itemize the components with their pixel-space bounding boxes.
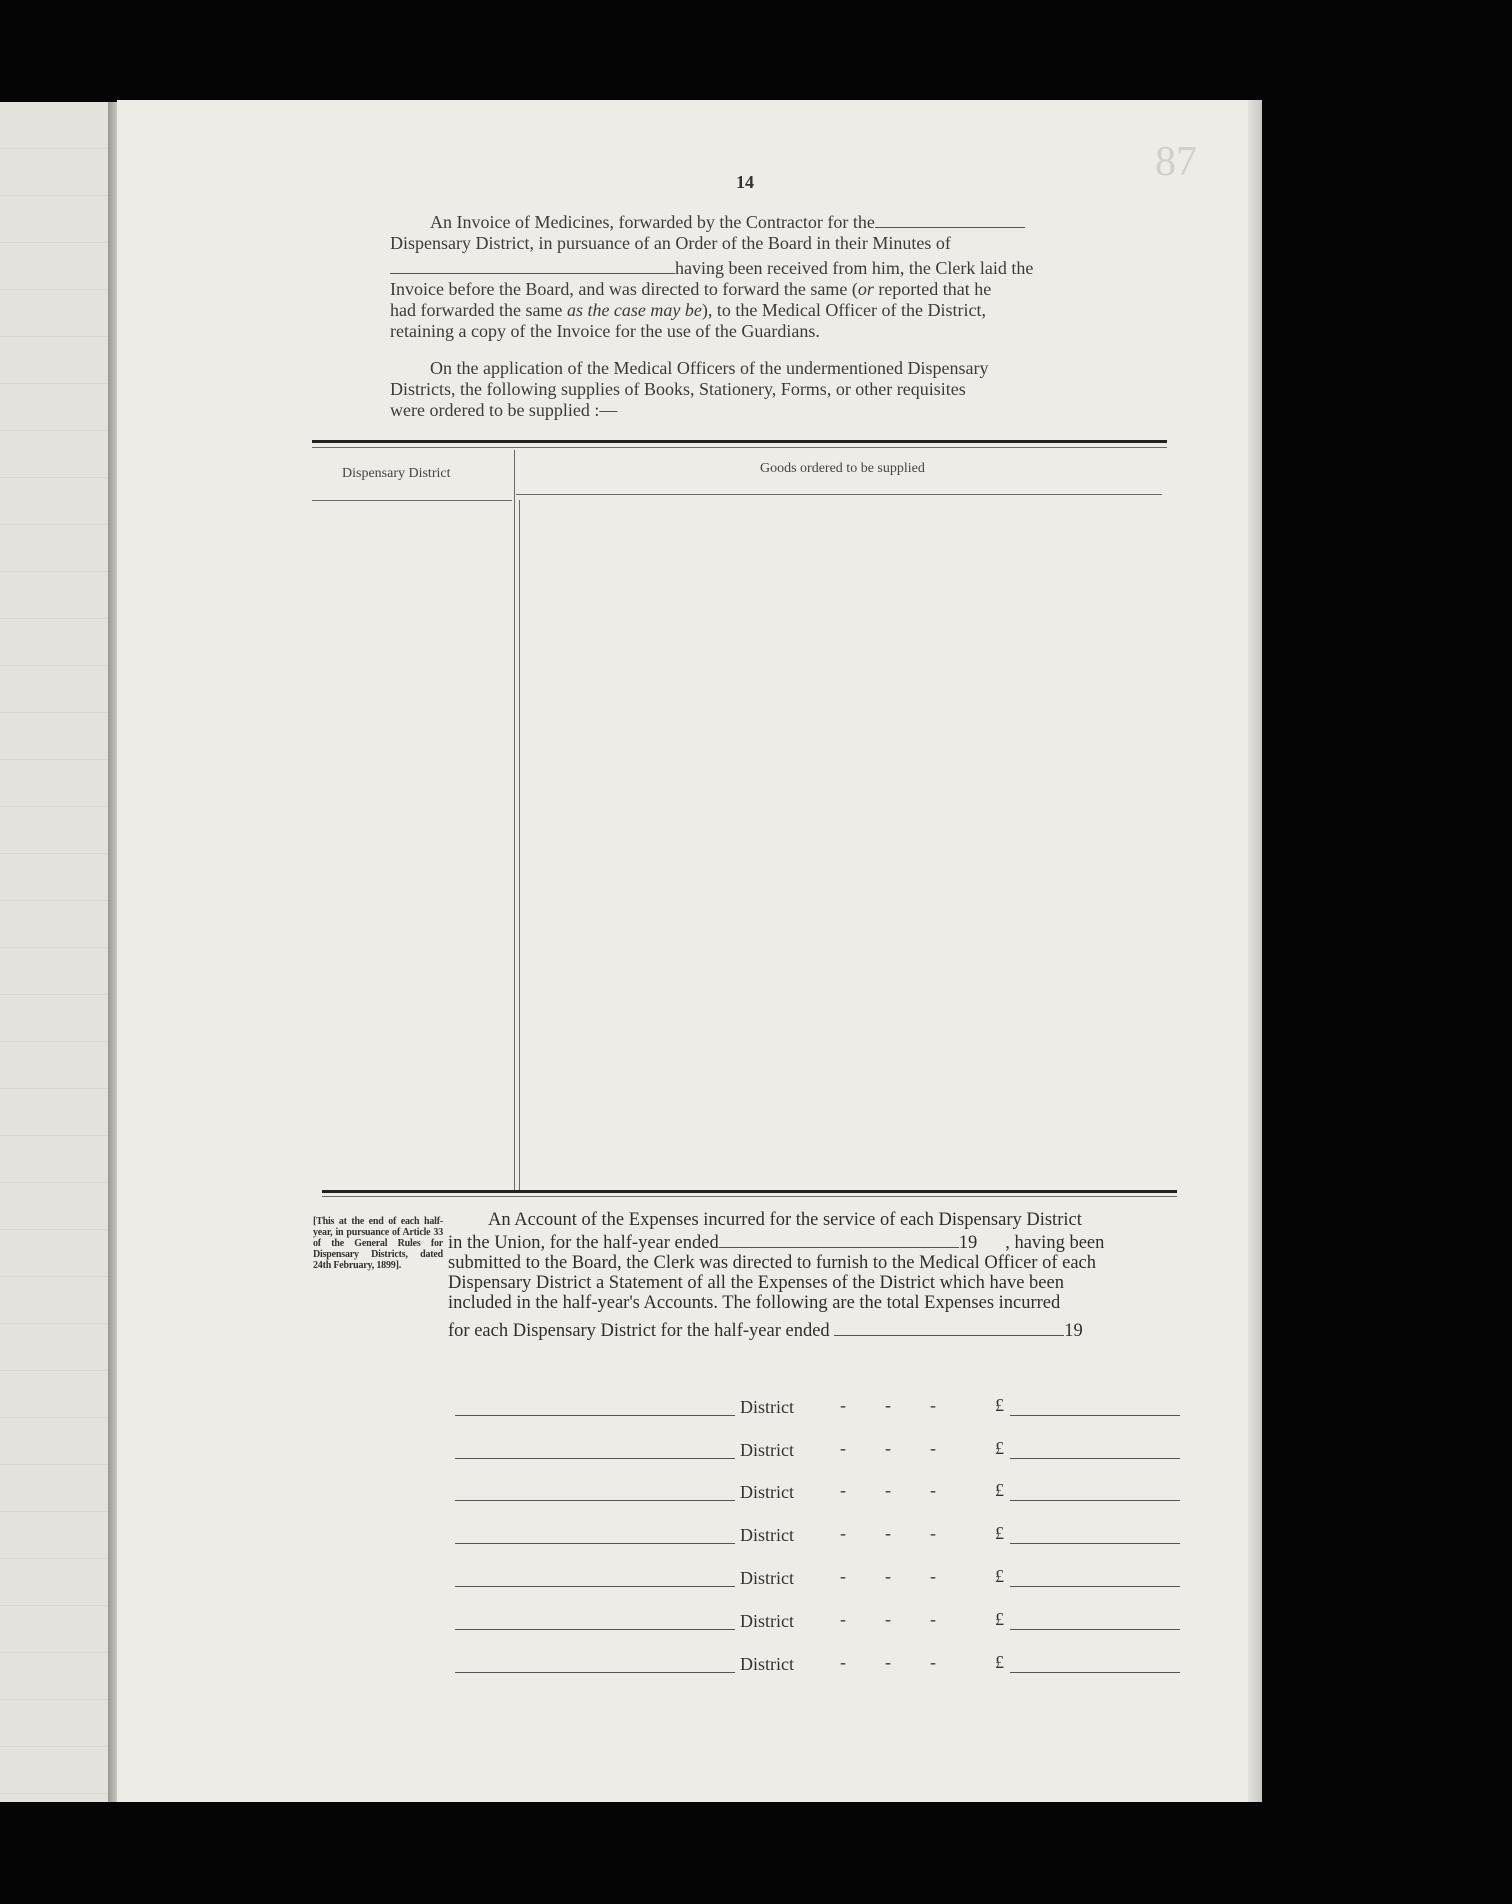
district-dash: -	[885, 1609, 891, 1629]
application-paragraph	[390, 358, 1105, 421]
account-line-5: included in the half-year's Accounts. The following are the total Expenses incurred	[448, 1293, 1061, 1313]
district-row	[455, 1650, 1185, 1680]
pound-sign: £	[995, 1395, 1004, 1415]
header-rule-right	[516, 494, 1162, 495]
table-column-divider	[519, 500, 520, 1190]
account-line-2: in the Union, for the half-year ended	[448, 1233, 719, 1253]
invoice-italic-case: as the case may be	[566, 300, 702, 320]
district-name-blank	[455, 1672, 735, 1673]
district-name-blank	[455, 1629, 735, 1630]
district-row	[455, 1393, 1185, 1423]
margin-note: [This at the end of each half-year, in pursuance of Article 33 of the General Rules for Dispensary Districts, dated 24th February, 1899].	[313, 1216, 443, 1271]
amount-blank	[1010, 1543, 1180, 1544]
account-year-prefix-2: 19	[1064, 1321, 1083, 1341]
account-year-prefix: 19	[958, 1233, 978, 1253]
header-rule-left	[312, 500, 512, 501]
district-dash: -	[840, 1480, 846, 1500]
district-dash: -	[930, 1480, 936, 1500]
column-header-goods: Goods ordered to be supplied	[760, 461, 925, 476]
district-label: District	[740, 1654, 794, 1674]
pound-sign: £	[995, 1609, 1004, 1629]
amount-blank	[1010, 1500, 1180, 1501]
district-dash: -	[840, 1566, 846, 1586]
invoice-line-4-end: reported that he	[873, 279, 992, 299]
amount-blank	[1010, 1458, 1180, 1459]
invoice-line-5: had forwarded the same	[390, 300, 567, 320]
table-top-rule	[312, 440, 1167, 443]
invoice-line-6: retaining a copy of the Invoice for the use of the Guardians.	[390, 321, 820, 341]
district-dash: -	[885, 1566, 891, 1586]
page-edge	[1248, 100, 1262, 1802]
amount-blank	[1010, 1586, 1180, 1587]
table-bottom-rule	[322, 1190, 1177, 1193]
district-dash: -	[840, 1395, 846, 1415]
district-dash: -	[885, 1438, 891, 1458]
account-paragraph	[448, 1210, 1178, 1341]
pound-sign: £	[995, 1652, 1004, 1672]
account-line-4: Dispensary District a Statement of all the Expenses of the District which have been	[448, 1273, 1064, 1293]
district-dash: -	[840, 1609, 846, 1629]
district-name-blank	[455, 1415, 735, 1416]
half-year-ended-blank	[834, 1321, 1064, 1336]
district-label: District	[740, 1611, 794, 1631]
district-dash: -	[930, 1609, 936, 1629]
district-dash: -	[930, 1438, 936, 1458]
invoice-line-4: Invoice before the Board, and was directed to forward the same (	[390, 279, 858, 299]
amount-blank	[1010, 1415, 1180, 1416]
district-name-blank	[455, 1543, 735, 1544]
district-label: District	[740, 1397, 794, 1417]
district-name-blank	[455, 1586, 735, 1587]
district-dash: -	[930, 1566, 936, 1586]
left-page-edge	[0, 102, 108, 1802]
invoice-paragraph	[390, 212, 1105, 342]
pound-sign: £	[995, 1523, 1004, 1543]
account-line-1: An Account of the Expenses incurred for the service of each Dispensary District	[488, 1210, 1082, 1230]
pound-sign: £	[995, 1438, 1004, 1458]
application-line-1: On the application of the Medical Officers of the undermentioned Dispensary	[430, 358, 989, 378]
table-top-thin-rule	[312, 447, 1167, 448]
district-name-blank	[455, 1458, 735, 1459]
account-line-3: submitted to the Board, the Clerk was directed to furnish to the Medical Officer of each	[448, 1253, 1096, 1273]
amount-blank	[1010, 1629, 1180, 1630]
district-row	[455, 1564, 1185, 1594]
district-row	[455, 1478, 1185, 1508]
district-dash: -	[840, 1652, 846, 1672]
table-bottom-thin-rule	[322, 1196, 1177, 1197]
contractor-blank	[875, 213, 1025, 228]
invoice-italic-or: or	[857, 279, 874, 299]
district-dash: -	[930, 1395, 936, 1415]
district-label: District	[740, 1482, 794, 1502]
district-dash: -	[930, 1652, 936, 1672]
district-row	[455, 1607, 1185, 1637]
district-name-blank	[455, 1500, 735, 1501]
district-dash: -	[840, 1438, 846, 1458]
district-label: District	[740, 1525, 794, 1545]
page-number: 14	[736, 172, 754, 192]
district-label: District	[740, 1440, 794, 1460]
account-line-2-end: , having been	[1005, 1233, 1105, 1253]
column-header-district: Dispensary District	[342, 466, 451, 481]
district-row	[455, 1436, 1185, 1466]
invoice-line-1: An Invoice of Medicines, forwarded by the Contractor for the	[430, 212, 875, 232]
district-dash: -	[930, 1523, 936, 1543]
application-line-3: were ordered to be supplied :—	[390, 400, 618, 420]
invoice-line-2: Dispensary District, in pursuance of an Order of the Board in their Minutes of	[390, 233, 951, 253]
district-dash: -	[885, 1652, 891, 1672]
district-label: District	[740, 1568, 794, 1588]
pound-sign: £	[995, 1480, 1004, 1500]
district-row	[455, 1521, 1185, 1551]
page-stamp: 87	[1155, 139, 1197, 185]
district-dash: -	[885, 1480, 891, 1500]
table-column-divider-upper	[514, 450, 515, 1190]
amount-blank	[1010, 1672, 1180, 1673]
minutes-date-blank	[390, 259, 675, 274]
pound-sign: £	[995, 1566, 1004, 1586]
district-dash: -	[840, 1523, 846, 1543]
account-line-6: for each Dispensary District for the half-year ended	[448, 1321, 830, 1341]
district-dash: -	[885, 1523, 891, 1543]
district-dash: -	[885, 1395, 891, 1415]
invoice-line-3: having been received from him, the Clerk laid the	[675, 258, 1034, 278]
application-line-2: Districts, the following supplies of Books, Stationery, Forms, or other requisites	[390, 379, 966, 399]
invoice-line-5-end: ), to the Medical Officer of the District,	[701, 300, 986, 320]
half-year-blank	[719, 1233, 959, 1248]
